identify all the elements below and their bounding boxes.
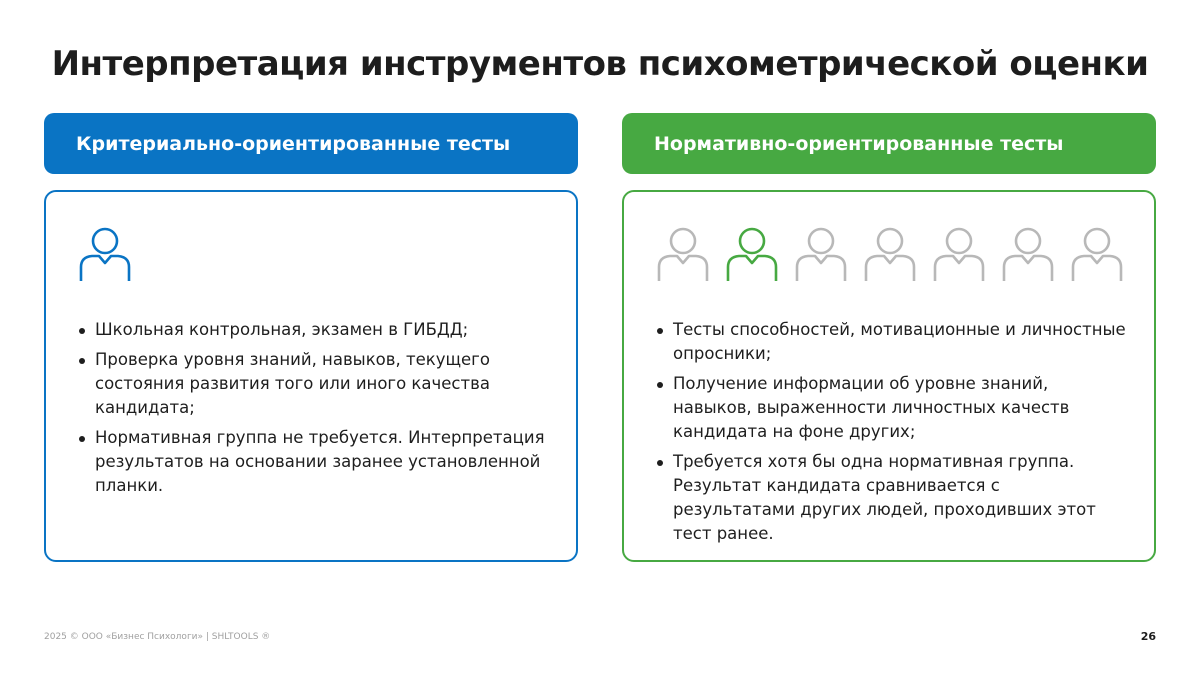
person-icon	[794, 224, 848, 284]
slide-title: Интерпретация инструментов психометрической оценки	[51, 44, 1149, 84]
criterion-header-label: Критериально-ориентированные тесты	[76, 132, 511, 155]
norm-people	[656, 224, 1124, 284]
footer-copyright: 2025 © ООО «Бизнес Психологи» | SHLTOOLS ®	[44, 632, 271, 642]
list-item: Проверка уровня знаний, навыков, текущего состояния развития того или иного качества кандидата;	[78, 348, 548, 420]
norm-header-label: Нормативно-ориентированные тесты	[654, 132, 1064, 155]
criterion-bullets	[78, 318, 548, 504]
criterion-panel	[44, 190, 578, 562]
person-icon	[863, 224, 917, 284]
criterion-header	[44, 113, 578, 174]
person-icon	[1001, 224, 1055, 284]
person-icon-highlighted	[725, 224, 779, 284]
person-icon	[656, 224, 710, 284]
norm-panel	[622, 190, 1156, 562]
list-item: Школьная контрольная, экзамен в ГИБДД;	[78, 318, 548, 342]
norm-bullets	[656, 318, 1126, 552]
criterion-people	[78, 224, 132, 284]
person-icon	[1070, 224, 1124, 284]
person-icon	[78, 224, 132, 284]
list-item: Получение информации об уровне знаний, навыков, выраженности личностных качеств кандидата на фоне других;	[656, 372, 1126, 444]
list-item: Нормативная группа не требуется. Интерпретация результатов на основании заранее установленной планки.	[78, 426, 548, 498]
norm-header	[622, 113, 1156, 174]
page-number: 26	[1140, 630, 1156, 643]
list-item: Требуется хотя бы одна нормативная группа. Результат кандидата сравнивается с результатами других людей, проходивших этот тест ранее.	[656, 450, 1126, 546]
person-icon	[932, 224, 986, 284]
list-item: Тесты способностей, мотивационные и личностные опросники;	[656, 318, 1126, 366]
